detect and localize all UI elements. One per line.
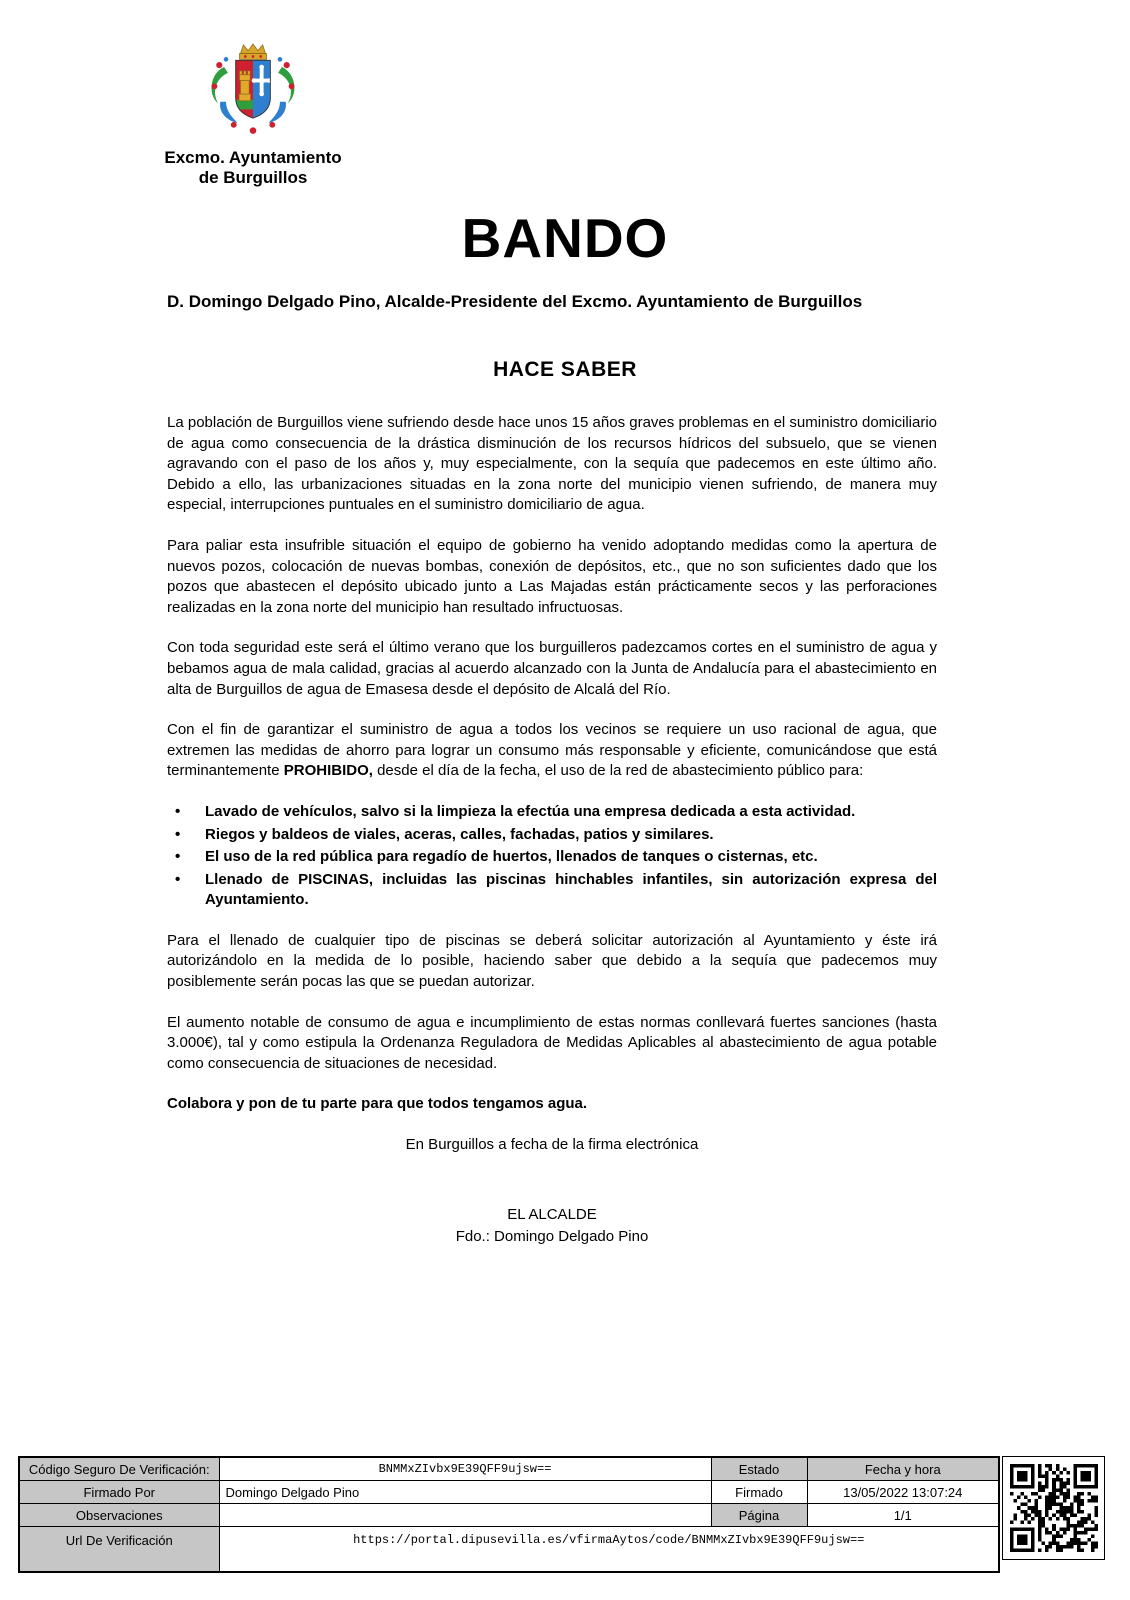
- paragraph-2: Para paliar esta insufrible situación el equipo de gobierno ha venido adoptando medidas como la apertura de nuevos pozos, colocación de nuevas bombas, conexión de depósitos, etc., que no son suficientes dado que los pozos que abastecen el depósito ubicado junto a Las Majadas están prácticamente secos y las perforaciones realizadas en la zona norte del municipio han resultado infructuosas.: [167, 536, 937, 616]
- list-item: [167, 847, 937, 868]
- observaciones-label: Observaciones: [19, 1504, 219, 1527]
- paragraph-6: El aumento notable de consumo de agua e incumplimiento de estas normas conllevará fuertes sanciones (hasta 3.000€), tal y como estipula la Ordenanza Reguladora de Medidas Aplicables al abastecimiento de agua potable como consecuencia de situaciones de necesidad.: [167, 1013, 937, 1072]
- signature-name: Fdo.: Domingo Delgado Pino: [455, 1227, 649, 1245]
- csv-label: Código Seguro De Verificación:: [19, 1457, 219, 1481]
- paragraph-3: Con toda seguridad este será el último verano que los burguilleros padezcamos cortes en el suministro de agua y bebamos agua de mala calidad, gracias al acuerdo alcanzado con la Junta de Andalucía para el abastecimiento en alta de Burguillos de agua de Emasesa desde el depósito de Alcalá del Río.: [167, 639, 937, 698]
- list-item: [167, 802, 937, 823]
- list-item: [167, 825, 937, 846]
- table-row: [19, 1457, 999, 1481]
- url-value: https://portal.dipusevilla.es/vfirmaAytos/code/BNMMxZIvbx9E39QFF9ujsw==: [219, 1527, 999, 1573]
- org-name-line2: de Burguillos: [198, 168, 308, 187]
- closing-appeal: Colabora y pon de tu parte para que todos tengamos agua.: [167, 1095, 588, 1113]
- list-item: [167, 870, 937, 911]
- bullet-3-text: El uso de la red pública para regadío de huertos, llenados de tanques o cisternas, etc.: [205, 848, 818, 866]
- bullet-2-text: Riegos y baldeos de viales, aceras, calles, fachadas, patios y similares.: [205, 825, 714, 843]
- estado-header: Estado: [711, 1457, 807, 1481]
- pagina-value: 1/1: [807, 1504, 999, 1527]
- paragraph-1: La población de Burguillos viene sufriendo desde hace unos 15 años graves problemas en el suministro domiciliario de agua como consecuencia de la drástica disminución de los recursos hídricos del subsuelo, que se vienen agravando con el paso de los años y, muy especialmente, con la sequía que padecemos en este último año. Debido a ello, las urbanizaciones situadas en la zona norte del municipio vienen sufriendo, de manera muy especial, interrupciones puntuales en el suministro domiciliario de agua.: [167, 414, 937, 514]
- firmado-por-value: Domingo Delgado Pino: [219, 1481, 711, 1504]
- prohibido-bold: PROHIBIDO,: [283, 762, 373, 780]
- url-label: Url De Verificación: [19, 1527, 219, 1573]
- org-name-line1: Excmo. Ayuntamiento: [164, 148, 342, 167]
- table-row: [19, 1504, 999, 1527]
- verification-table: [18, 1456, 1000, 1573]
- table-row: [19, 1527, 999, 1573]
- signature-role: EL ALCALDE: [507, 1205, 597, 1223]
- paragraph-5: Para el llenado de cualquier tipo de piscinas se deberá solicitar autorización al Ayuntamiento y éste irá autorizándolo en la medida de lo posible, haciendo saber que debido a la sequía que padecemos muy posiblemente serán pocas las que se puedan autorizar.: [167, 931, 937, 991]
- observaciones-value: [219, 1504, 711, 1527]
- paragraph-4-post: desde el día de la fecha, el uso de la red de abastecimiento público para:: [372, 762, 864, 780]
- hace-saber-heading: HACE SABER: [493, 358, 637, 381]
- municipality-logo-block: [158, 42, 348, 188]
- paragraph-4-pre: Con el fin de garantizar el suministro de agua a todos los vecinos se requiere un uso racional de agua, que extremen las medidas de ahorro para lograr un consumo más responsable y eficiente, comunicándose que está terminantemente: [167, 721, 937, 780]
- burguillos-coat-of-arms-icon: [203, 42, 303, 146]
- paragraph-4: [167, 720, 937, 782]
- qr-code-icon: [1010, 1464, 1098, 1552]
- fecha-value: 13/05/2022 13:07:24: [807, 1481, 999, 1504]
- bullet-4-text: Llenado de PISCINAS, incluidas las piscinas hinchables infantiles, sin autorización expresa del Ayuntamiento.: [205, 870, 937, 909]
- mayor-subtitle: D. Domingo Delgado Pino, Alcalde-Presidente del Excmo. Ayuntamiento de Burguillos: [167, 292, 863, 311]
- place-date-line: En Burguillos a fecha de la firma electrónica: [405, 1136, 699, 1154]
- prohibition-list: [167, 802, 937, 911]
- qr-code-box: [1002, 1456, 1105, 1560]
- signature-block: [167, 1204, 937, 1248]
- bullet-1-text: Lavado de vehículos, salvo si la limpieza la efectúa una empresa dedicada a esta actividad.: [205, 802, 856, 820]
- table-row: [19, 1481, 999, 1504]
- document-body: [167, 413, 937, 1248]
- document-title: BANDO: [461, 207, 669, 269]
- fecha-header: Fecha y hora: [807, 1457, 999, 1481]
- csv-value: BNMMxZIvbx9E39QFF9ujsw==: [219, 1457, 711, 1481]
- firmado-por-label: Firmado Por: [19, 1481, 219, 1504]
- estado-value: Firmado: [711, 1481, 807, 1504]
- pagina-label: Página: [711, 1504, 807, 1527]
